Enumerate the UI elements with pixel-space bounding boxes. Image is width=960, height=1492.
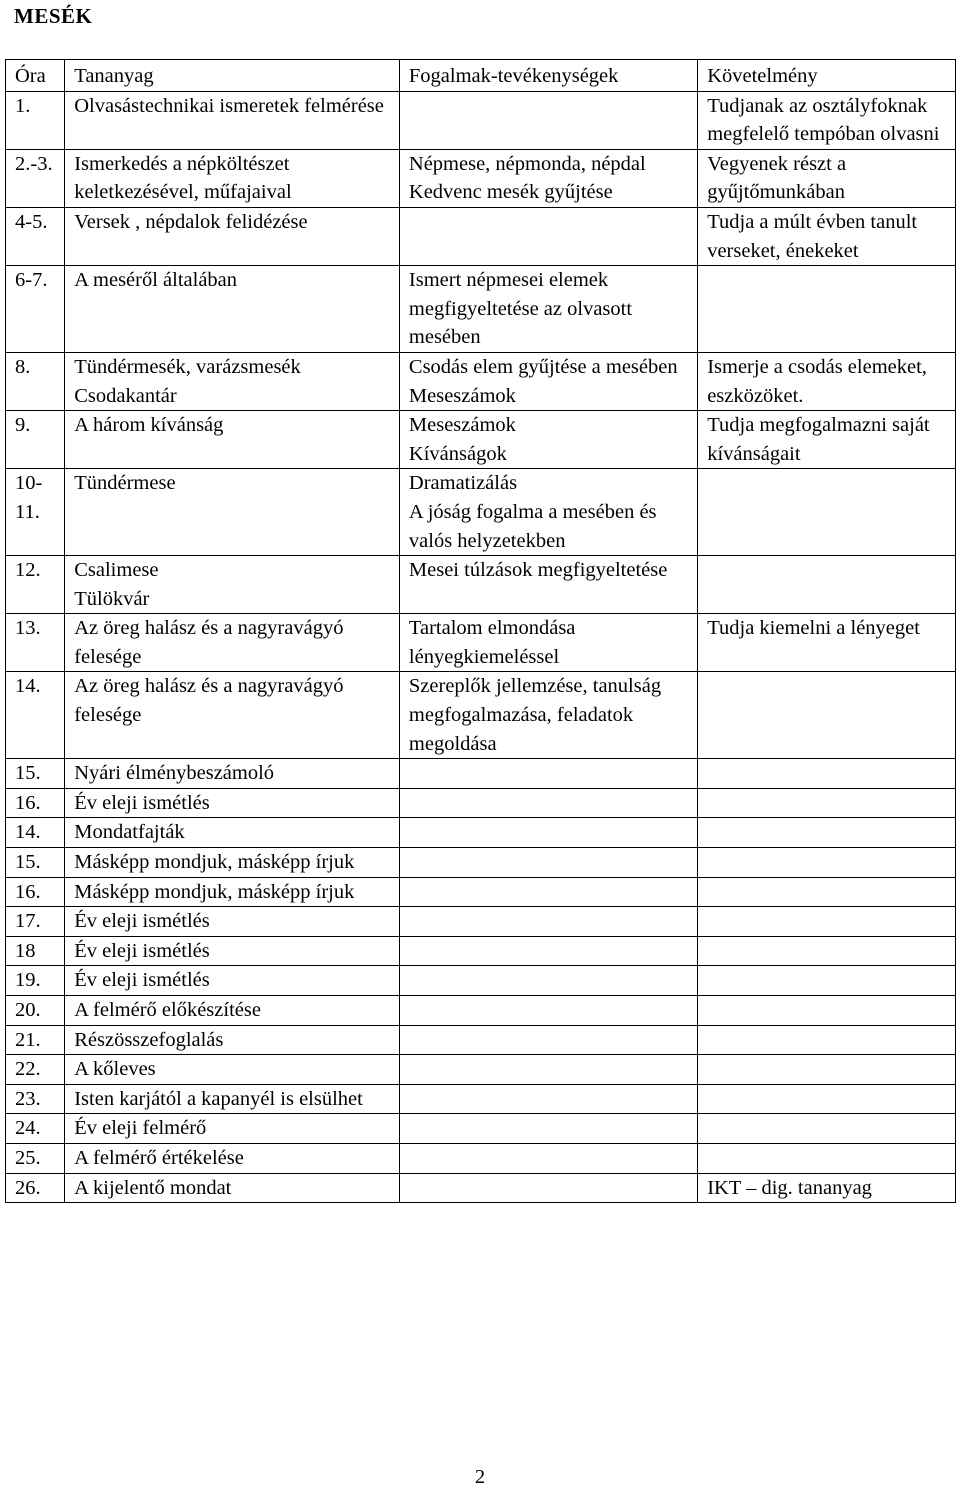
cell-fogalmak	[399, 1173, 697, 1203]
cell-text: 17.	[15, 910, 41, 933]
cell-ora	[6, 1143, 65, 1173]
cell-tananyag	[65, 469, 400, 556]
header-fogalmak: Fogalmak-tevékenységek	[399, 60, 697, 92]
cell-text: Tudja a múlt évben tanult verseket, énekeket	[707, 210, 918, 262]
cell-text: Tündérmesék, varázsmesék	[74, 355, 301, 378]
cell-text: Az öreg halász és a nagyravágyó felesége	[74, 675, 344, 727]
cell-text: 13.	[15, 617, 41, 640]
cell-kovetelmeny	[698, 966, 956, 996]
cell-ora	[6, 672, 65, 759]
cell-text: 18	[15, 939, 36, 962]
header-kovetelmeny: Követelmény	[698, 60, 956, 92]
cell-text: A kőleves	[74, 1058, 156, 1081]
cell-fogalmak	[399, 818, 697, 848]
table-row	[6, 1143, 956, 1173]
table-row	[6, 672, 956, 759]
cell-ora	[6, 614, 65, 672]
cell-tananyag	[65, 91, 400, 149]
cell-fogalmak	[399, 936, 697, 966]
cell-ora	[6, 266, 65, 353]
cell-text: A jóság fogalma a mesében és valós helyzetekben	[408, 500, 657, 552]
cell-fogalmak	[399, 556, 697, 614]
cell-tananyag	[65, 907, 400, 937]
cell-kovetelmeny	[698, 1143, 956, 1173]
cell-text: Csalimese	[74, 559, 159, 582]
cell-kovetelmeny	[698, 1025, 956, 1055]
cell-kovetelmeny	[698, 759, 956, 789]
table-row	[6, 877, 956, 907]
cell-tananyag	[65, 848, 400, 878]
cell-text: Tudja megfogalmazni saját kívánságait	[707, 414, 930, 465]
cell-text: Meseszámok	[408, 384, 516, 407]
cell-text: Csodakantár	[74, 384, 177, 407]
cell-text: Kívánságok	[408, 442, 507, 465]
cell-kovetelmeny	[698, 818, 956, 848]
table-row	[6, 1173, 956, 1203]
cell-text: Tudjanak az osztályfoknak megfelelő tempóban olvasni	[707, 94, 940, 146]
cell-fogalmak	[399, 1084, 697, 1114]
table-row	[6, 352, 956, 410]
table-row	[6, 996, 956, 1026]
cell-ora	[6, 91, 65, 149]
cell-ora	[6, 1114, 65, 1144]
cell-text: 20.	[15, 999, 41, 1021]
cell-text: Tülökvár	[74, 587, 150, 610]
cell-kovetelmeny	[698, 614, 956, 672]
cell-tananyag	[65, 672, 400, 759]
cell-fogalmak	[399, 877, 697, 907]
cell-ora	[6, 1084, 65, 1114]
cell-text: 14.	[15, 675, 41, 698]
cell-text: 2.-3.	[15, 152, 53, 175]
cell-text: A kijelentő mondat	[74, 1176, 232, 1199]
page-number: 2	[474, 1466, 486, 1488]
cell-kovetelmeny	[698, 907, 956, 937]
cell-kovetelmeny	[698, 411, 956, 469]
cell-fogalmak	[399, 788, 697, 818]
table-row	[6, 91, 956, 149]
table-row	[6, 207, 956, 265]
cell-text: Ismerje a csodás elemeket, eszközöket.	[707, 355, 927, 407]
cell-fogalmak	[399, 1055, 697, 1085]
table-row	[6, 149, 956, 207]
cell-ora	[6, 1025, 65, 1055]
table-row	[6, 614, 956, 672]
cell-text: 12.	[15, 559, 41, 582]
cell-fogalmak	[399, 614, 697, 672]
table-row	[6, 1084, 956, 1114]
cell-text: Tudja kiemelni a lényeget	[707, 617, 920, 640]
cell-tananyag	[65, 1055, 400, 1085]
cell-kovetelmeny	[698, 352, 956, 410]
cell-tananyag	[65, 936, 400, 966]
cell-text: Másképp mondjuk, másképp írjuk	[74, 851, 355, 874]
cell-text: 8.	[15, 355, 31, 378]
cell-text: Részösszefoglalás	[74, 1028, 224, 1051]
cell-ora	[6, 848, 65, 878]
cell-ora	[6, 1173, 65, 1203]
cell-tananyag	[65, 1084, 400, 1114]
cell-text: Tündérmese	[74, 472, 176, 495]
cell-ora	[6, 149, 65, 207]
cell-tananyag	[65, 266, 400, 353]
cell-fogalmak	[399, 1114, 697, 1144]
cell-text: 16.	[15, 880, 41, 903]
cell-ora	[6, 759, 65, 789]
cell-kovetelmeny	[698, 149, 956, 207]
cell-tananyag	[65, 996, 400, 1026]
cell-tananyag	[65, 966, 400, 996]
cell-ora	[6, 411, 65, 469]
cell-text: Vegyenek részt a gyűjtőmunkában	[707, 152, 847, 204]
cell-kovetelmeny	[698, 207, 956, 265]
cell-text: A három kívánság	[74, 414, 224, 437]
cell-kovetelmeny	[698, 788, 956, 818]
cell-tananyag	[65, 1025, 400, 1055]
cell-text: Versek , népdalok felidézése	[74, 210, 308, 233]
cell-text: 1.	[15, 94, 31, 117]
cell-ora	[6, 788, 65, 818]
header-tananyag: Tananyag	[65, 60, 400, 92]
cell-ora	[6, 936, 65, 966]
header-ora: Óra	[6, 60, 65, 92]
cell-text: Év eleji ismétlés	[74, 791, 210, 814]
cell-fogalmak	[399, 91, 697, 149]
cell-tananyag	[65, 614, 400, 672]
cell-fogalmak	[399, 672, 697, 759]
cell-kovetelmeny	[698, 1173, 956, 1203]
cell-ora	[6, 877, 65, 907]
document-title: MESÉK	[14, 4, 93, 28]
cell-ora	[6, 469, 65, 556]
table-row	[6, 1025, 956, 1055]
cell-text: Év eleji ismétlés	[74, 969, 210, 992]
cell-tananyag	[65, 1173, 400, 1203]
table-row	[6, 266, 956, 353]
cell-kovetelmeny	[698, 469, 956, 556]
cell-kovetelmeny	[698, 877, 956, 907]
cell-ora	[6, 1055, 65, 1085]
cell-text: Mondatfajták	[74, 821, 185, 844]
table-row	[6, 1114, 956, 1144]
cell-text: A felmérő értékelése	[74, 1146, 244, 1169]
cell-kovetelmeny	[698, 672, 956, 759]
cell-fogalmak	[399, 1143, 697, 1173]
lesson-plan-table	[5, 59, 956, 1203]
cell-tananyag	[65, 818, 400, 848]
cell-text: 21.	[15, 1028, 41, 1051]
cell-text: Isten karjától a kapanyél is elsülhet	[74, 1087, 363, 1110]
cell-fogalmak	[399, 907, 697, 937]
cell-kovetelmeny	[698, 1055, 956, 1085]
cell-kovetelmeny	[698, 556, 956, 614]
cell-ora	[6, 556, 65, 614]
cell-text: 25.	[15, 1146, 41, 1169]
table-row	[6, 936, 956, 966]
cell-text: Kedvenc mesék gyűjtése	[408, 181, 613, 204]
cell-text: 19.	[15, 969, 41, 992]
cell-fogalmak	[399, 149, 697, 207]
cell-text: IKT – dig. tananyag	[707, 1176, 872, 1199]
table-row	[6, 411, 956, 469]
table-row	[6, 759, 956, 789]
cell-tananyag	[65, 1114, 400, 1144]
cell-text: 14.	[15, 821, 41, 844]
table-row	[6, 966, 956, 996]
cell-tananyag	[65, 788, 400, 818]
cell-text: 6-7.	[15, 269, 48, 292]
table-row	[6, 907, 956, 937]
cell-text: Szereplők jellemzése, tanulság megfogalmazása, feladatok megoldása	[408, 675, 662, 755]
cell-fogalmak	[399, 848, 697, 878]
cell-fogalmak	[399, 352, 697, 410]
table-row	[6, 556, 956, 614]
cell-tananyag	[65, 759, 400, 789]
cell-text: Népmese, népmonda, népdal	[408, 152, 646, 175]
cell-ora	[6, 907, 65, 937]
cell-text: Év eleji felmérő	[74, 1117, 207, 1140]
cell-text: Év eleji ismétlés	[74, 939, 210, 962]
cell-tananyag	[65, 149, 400, 207]
cell-text: A meséről általában	[74, 269, 238, 292]
cell-tananyag	[65, 352, 400, 410]
cell-text: Nyári élménybeszámoló	[74, 762, 275, 785]
cell-tananyag	[65, 877, 400, 907]
cell-text: Meseszámok	[408, 414, 516, 437]
cell-text: Másképp mondjuk, másképp írjuk	[74, 880, 355, 903]
cell-ora	[6, 352, 65, 410]
cell-ora	[6, 996, 65, 1026]
cell-text: Ismerkedés a népköltészet keletkezésével, műfajaival	[74, 152, 292, 204]
cell-fogalmak	[399, 759, 697, 789]
cell-text: Csodás elem gyűjtése a mesében	[408, 355, 678, 378]
cell-fogalmak	[399, 1025, 697, 1055]
cell-ora	[6, 818, 65, 848]
table-row	[6, 788, 956, 818]
table-row	[6, 848, 956, 878]
table-row	[6, 818, 956, 848]
cell-fogalmak	[399, 469, 697, 556]
cell-text: Tartalom elmondása lényegkiemeléssel	[408, 617, 576, 668]
cell-tananyag	[65, 1143, 400, 1173]
cell-text: 10-11.	[15, 472, 43, 523]
cell-fogalmak	[399, 411, 697, 469]
cell-text: 15.	[15, 851, 41, 874]
cell-text: Az öreg halász és a nagyravágyó felesége	[74, 617, 344, 668]
cell-kovetelmeny	[698, 936, 956, 966]
cell-kovetelmeny	[698, 266, 956, 353]
cell-kovetelmeny	[698, 91, 956, 149]
table-row	[6, 1055, 956, 1085]
table-header-row	[6, 60, 956, 92]
cell-ora	[6, 966, 65, 996]
cell-kovetelmeny	[698, 848, 956, 878]
cell-text: 26.	[15, 1176, 41, 1199]
table-row	[6, 469, 956, 556]
cell-text: 23.	[15, 1087, 41, 1110]
cell-text: 22.	[15, 1058, 41, 1081]
cell-tananyag	[65, 411, 400, 469]
cell-text: 9.	[15, 414, 31, 437]
cell-text: Dramatizálás	[408, 472, 518, 495]
cell-text: A felmérő előkészítése	[74, 999, 261, 1021]
cell-fogalmak	[399, 996, 697, 1026]
cell-kovetelmeny	[698, 996, 956, 1026]
cell-tananyag	[65, 207, 400, 265]
cell-text: 15.	[15, 762, 41, 785]
cell-text: Mesei túlzások megfigyeltetése	[408, 559, 668, 582]
cell-text: 24.	[15, 1117, 41, 1140]
cell-text: Ismert népmesei elemek megfigyeltetése az olvasott mesében	[408, 269, 633, 349]
cell-kovetelmeny	[698, 1084, 956, 1114]
cell-fogalmak	[399, 207, 697, 265]
cell-ora	[6, 207, 65, 265]
cell-text: Év eleji ismétlés	[74, 910, 210, 933]
cell-tananyag	[65, 556, 400, 614]
cell-fogalmak	[399, 266, 697, 353]
cell-text: 16.	[15, 791, 41, 814]
cell-text: Olvasástechnikai ismeretek felmérése	[74, 94, 384, 117]
cell-fogalmak	[399, 966, 697, 996]
cell-kovetelmeny	[698, 1114, 956, 1144]
cell-text: 4-5.	[15, 210, 48, 233]
